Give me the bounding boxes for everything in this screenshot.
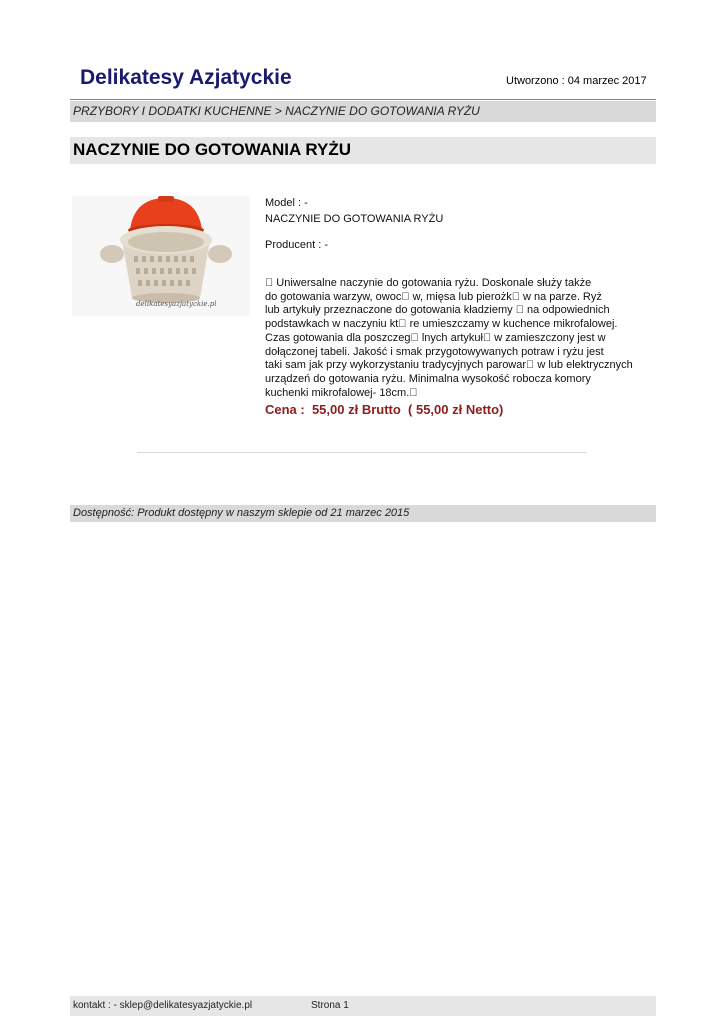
description-line: podstawkach w naczyniu kt re umieszczamy w kuchence mikrofalowej. <box>265 318 610 331</box>
product-description <box>265 277 645 400</box>
header-divider <box>70 99 656 100</box>
product-image <box>72 196 250 316</box>
breadcrumb-bar <box>70 101 656 122</box>
store-title: Delikatesy Azjatyckie <box>80 66 292 89</box>
description-line: Czas gotowania dla poszczeg lnych artykuł w zamieszczony jest w <box>265 331 590 344</box>
description-line: Uniwersalne naczynie do gotowania ryżu. Doskonale służy także <box>265 277 580 289</box>
availability-text: Dostępność: Produkt dostępny w naszym sklepie od 21 marzec 2015 <box>73 507 410 519</box>
footer-contact[interactable]: kontakt : - sklep@delikatesyazjatyckie.pl <box>73 1000 253 1011</box>
footer <box>70 996 656 1016</box>
created-date: Utworzono : 04 marzec 2017 <box>506 75 647 87</box>
producer-label: Producent : - <box>265 239 328 251</box>
breadcrumb[interactable]: PRZYBORY I DODATKI KUCHENNE > NACZYNIE DO GOTOWANIA RYŻU <box>73 104 480 118</box>
product-name: NACZYNIE DO GOTOWANIA RYŻU <box>265 213 444 225</box>
description-line: lub artykuły przeznaczone do gotowania kładziemy na odpowiednich <box>265 304 599 317</box>
page-title: NACZYNIE DO GOTOWANIA RYŻU <box>73 140 351 159</box>
product-title-bar <box>70 137 656 164</box>
description-line: urządzeń do gotowania ryżu. Minimalna wysokość robocza komory <box>265 372 591 385</box>
availability-bar <box>70 505 656 522</box>
description-line: kuchenki mikrofalowej- 18cm. <box>265 386 410 399</box>
description-line: dołączonej tabeli. Jakość i smak przygotowywanych potraw i ryżu jest <box>265 345 604 358</box>
product-price: Cena : 55,00 zł Brutto ( 55,00 zł Netto) <box>265 402 504 417</box>
section-divider <box>137 452 587 453</box>
footer-page-number: Strona 1 <box>311 1000 349 1011</box>
description-line: taki sam jak przy wykorzystaniu tradycyjnych parowar w lub elektrycznych <box>265 359 625 372</box>
model-label: Model : - <box>265 197 308 209</box>
rice-cooker-illustration <box>72 196 250 316</box>
description-line: do gotowania warzyw, owoc w, mięsa lub pierożk w na parze. Ryż <box>265 290 586 303</box>
image-watermark: delikatesyazjatyckie.pl <box>136 300 217 308</box>
